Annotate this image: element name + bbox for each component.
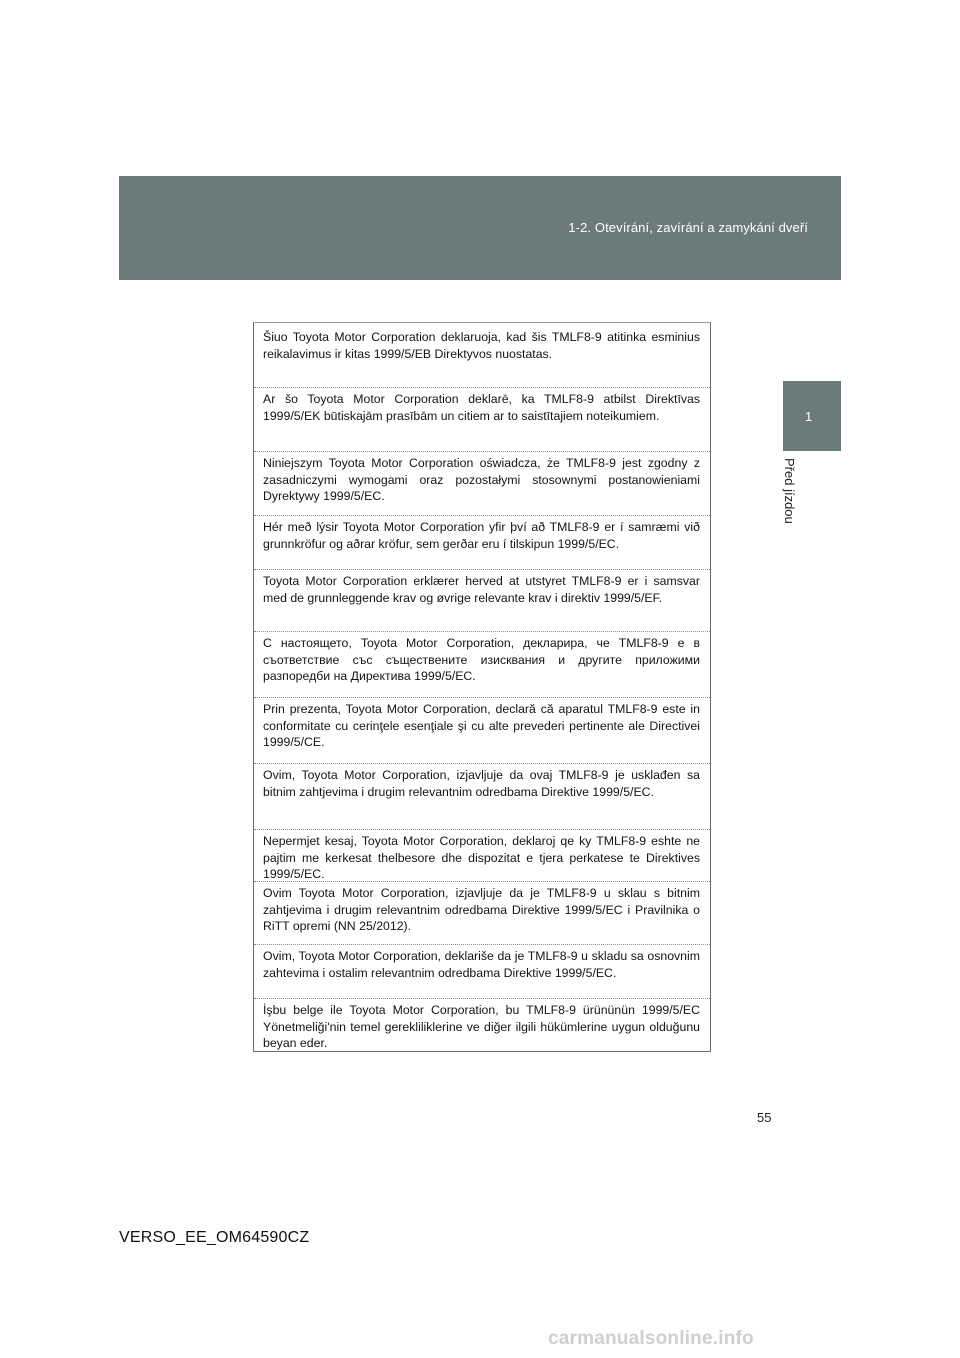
declaration-divider [254,387,710,388]
declaration-divider [254,763,710,764]
declaration-divider [254,881,710,882]
declaration-romanian: Prin prezenta, Toyota Motor Corporation, declară că aparatul TMLF8-9 este in conformitate cu cerinţele esenţiale şi cu alte prevederi pertinente ale Directivei 1999/5/CE. [263,702,700,749]
declaration-lithuanian: Šiuo Toyota Motor Corporation deklaruoja, kad šis TMLF8-9 atitinka esminius reikalavimus ir kitas 1999/5/EB Direktyvos nuostatas. [263,330,700,361]
chapter-side-label [776,458,816,548]
section-header [119,176,841,280]
page-number: 55 [757,1110,772,1125]
declaration-icelandic: Hér með lýsir Toyota Motor Corporation yfir því að TMLF8-9 er í samræmi við grunnkröfur og aðrar kröfur, sem gerðar eru í tilskipun 1999/5/EC. [263,520,700,551]
declaration-divider [254,515,710,516]
declaration-bulgarian: С настоящето, Toyota Motor Corporation, декларира, че TMLF8-9 е в съответствие със съществените изисквания и другите приложими разпоредби на Директива 1999/5/EC. [263,636,700,683]
declaration-polish: Niniejszym Toyota Motor Corporation oświadcza, że TMLF8-9 jest zgodny z zasadniczymi wymogami oraz pozostałymi stosownymi postanowieniami Dyrektywy 1999/5/EC. [263,456,700,503]
declaration-divider [254,451,710,452]
declaration-of-conformity-box [253,322,711,1052]
declaration-divider [254,697,710,698]
site-watermark: carmanualsonline.info [548,1328,754,1349]
declaration-croatian: Ovim Toyota Motor Corporation, izjavljuje da je TMLF8-9 u sklau s bitnim zahtjevima i drugim relevantnim odredbama Direktive 1999/5/EC i Pravilnika o RiTT opremi (NN 25/2012). [263,886,700,933]
chapter-number: 1 [805,409,813,424]
declaration-divider [254,829,710,830]
declaration-divider [254,998,710,999]
chapter-tab [783,381,841,451]
declaration-albanian: Nepermjet kesaj, Toyota Motor Corporation, deklaroj qe ky TMLF8-9 eshte ne pajtim me kerkesat thelbesore dhe dispozitat e tjera perkatese te Direktives 1999/5/EC. [263,834,700,881]
declaration-norwegian: Toyota Motor Corporation erklærer herved at utstyret TMLF8-9 er i samsvar med de grunnleggende krav og øvrige relevante krav i direktiv 1999/5/EF. [263,574,700,605]
declaration-serbian: Ovim, Toyota Motor Corporation, izjavljuje da ovaj TMLF8-9 je usklađen sa bitnim zahtjevima i drugim relevantnim odredbama Direktive 1999/5/EC. [263,768,700,799]
declaration-latvian: Ar šo Toyota Motor Corporation deklarē, ka TMLF8-9 atbilst Direktīvas 1999/5/EK būtiskajām prasībām un citiem ar to saistītajiem noteikumiem. [263,392,700,423]
declaration-divider [254,944,710,945]
declaration-turkish: İşbu belge ile Toyota Motor Corporation, bu TMLF8-9 ürününün 1999/5/EC Yönetmeliği'nin temel gerekliliklerine ve diğer ilgili hükümlerine uygun olduğunu beyan eder. [263,1003,700,1050]
document-code: VERSO_EE_OM64590CZ [119,1229,310,1246]
section-title: 1-2. Otevírání, zavírání a zamykání dveří [568,220,808,235]
declaration-divider [254,631,710,632]
declaration-bosnian: Ovim, Toyota Motor Corporation, deklariše da je TMLF8-9 u skladu sa osnovnim zahtevima i ostalim relevantnim odredbama Direktive 1999/5/EC. [263,949,700,980]
chapter-side-label-text: Před jízdou [782,458,797,524]
declaration-divider [254,569,710,570]
